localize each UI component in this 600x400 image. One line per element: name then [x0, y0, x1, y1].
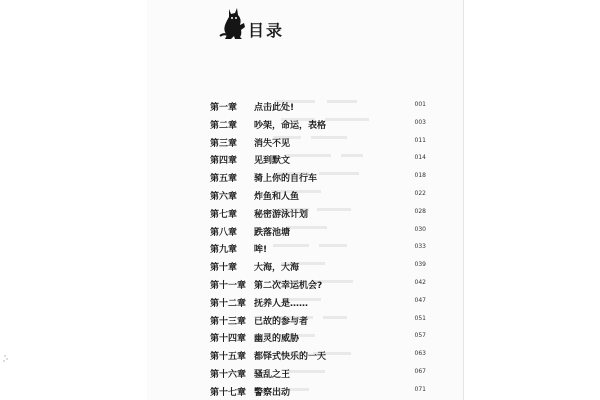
chapter-title: 已故的参与者	[254, 316, 309, 327]
page-number: 057	[414, 332, 426, 340]
toc-entry[interactable]	[210, 349, 426, 367]
toc-entry[interactable]	[210, 296, 426, 314]
chapter-title: 秘密游泳计划	[254, 209, 309, 220]
page-number: 063	[414, 350, 426, 358]
chapter-title: 骑上你的自行车	[254, 174, 318, 185]
toc-list	[210, 100, 426, 400]
page-number: 003	[414, 118, 426, 126]
chapter-number: 第一章	[210, 103, 238, 113]
chapter-title: 炸鱼和人鱼	[254, 191, 300, 202]
page-number: 018	[414, 172, 426, 180]
chapter-title: 见到默文	[254, 156, 291, 167]
toc-entry[interactable]	[210, 367, 426, 385]
page-number: 047	[414, 296, 426, 304]
page-number: 071	[414, 385, 426, 393]
toc-entry[interactable]	[210, 171, 426, 189]
toc-entry[interactable]	[210, 153, 426, 171]
toc-entry[interactable]	[210, 100, 426, 118]
chapter-number: 第十一章	[210, 280, 247, 291]
page-number: 014	[414, 154, 426, 162]
chapter-title: 警察出动	[254, 387, 291, 398]
toc-entry[interactable]	[210, 189, 426, 207]
toc-entry[interactable]	[210, 278, 426, 296]
chapter-number: 第八章	[210, 227, 238, 238]
toc-entry[interactable]	[210, 136, 426, 154]
toc-title: 目录	[248, 21, 285, 40]
chapter-title: 跌落池塘	[254, 227, 291, 238]
toc-entry[interactable]	[210, 331, 426, 349]
cat-silhouette-icon	[218, 6, 248, 40]
chapter-number: 第七章	[210, 209, 238, 220]
chapter-number: 第四章	[210, 156, 238, 167]
chapter-number: 第九章	[210, 245, 238, 256]
toc-entry[interactable]	[210, 385, 426, 400]
chapter-title: 点击此处!	[254, 103, 295, 113]
book-page	[147, 0, 463, 400]
chapter-number: 第十章	[210, 263, 238, 274]
page-number: 022	[414, 189, 426, 197]
chapter-number: 第五章	[210, 174, 238, 185]
chapter-title: 抚养人是……	[254, 298, 309, 309]
chapter-number: 第十七章	[210, 387, 247, 398]
page-right-edge	[463, 0, 464, 400]
page-number: 067	[414, 367, 426, 375]
page-number: 028	[414, 207, 426, 215]
page-number: 001	[414, 101, 426, 108]
chapter-title: 都铎式快乐的一天	[254, 352, 327, 363]
toc-entry[interactable]	[210, 242, 426, 260]
chapter-number: 第二章	[210, 120, 238, 131]
chapter-title: 第二次幸运机会?	[254, 280, 323, 291]
page-number: 030	[414, 225, 426, 233]
page-number: 042	[414, 278, 426, 286]
toc-entry[interactable]	[210, 118, 426, 136]
toc-entry[interactable]	[210, 207, 426, 225]
toc-entry[interactable]	[210, 225, 426, 243]
chapter-number: 第十五章	[210, 352, 247, 363]
chapter-number: 第六章	[210, 191, 238, 202]
page-number: 039	[414, 261, 426, 269]
chapter-title: 哞!	[254, 245, 268, 256]
toc-entry[interactable]	[210, 260, 426, 278]
page-number: 051	[414, 314, 426, 322]
chapter-number: 第十三章	[210, 316, 247, 327]
chapter-title: 骚乱之王	[254, 369, 291, 380]
chapter-number: 第十四章	[210, 334, 247, 345]
chapter-title: 大海，大海	[254, 263, 300, 274]
chapter-number: 第十六章	[210, 369, 247, 380]
page-number: 033	[414, 243, 426, 251]
chapter-number: 第三章	[210, 138, 238, 149]
chapter-title: 幽灵的威胁	[254, 334, 300, 345]
toc-entry[interactable]	[210, 314, 426, 332]
chapter-title: 吵架，命运，表格	[254, 120, 327, 131]
scan-speck	[3, 355, 10, 363]
page-number: 011	[414, 136, 426, 144]
chapter-title: 消失不见	[254, 138, 291, 149]
chapter-number: 第十二章	[210, 298, 247, 309]
